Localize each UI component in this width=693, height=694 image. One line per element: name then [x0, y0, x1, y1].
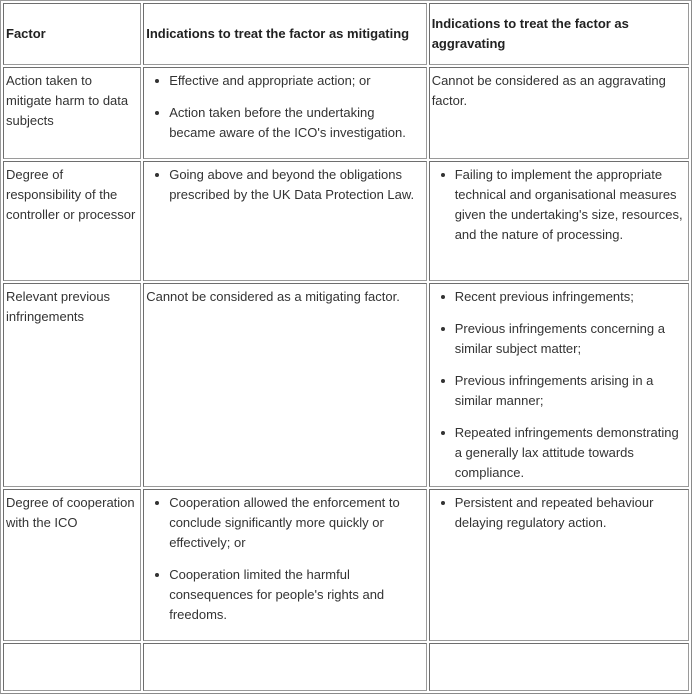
- mitigating-cell-partial: [143, 643, 426, 691]
- aggravating-cell: [429, 283, 689, 487]
- bullet-icon: [441, 379, 445, 383]
- bullet-icon: [155, 111, 159, 115]
- list-item-text: Previous infringements concerning a similar subject matter;: [454, 321, 665, 356]
- bullet-icon: [441, 295, 445, 299]
- mitigating-list: [146, 165, 423, 205]
- header-mitigating: Indications to treat the factor as mitigating: [143, 3, 426, 65]
- list-item: [455, 371, 686, 411]
- list-item: [169, 103, 423, 143]
- factor-cell: Relevant previous infringements: [3, 283, 141, 487]
- bullet-icon: [155, 79, 159, 83]
- mitigating-list: [146, 493, 423, 625]
- list-item: [455, 319, 686, 359]
- aggravating-cell: [429, 161, 689, 281]
- table-header-row: [3, 3, 689, 65]
- aggravating-cell: [429, 489, 689, 641]
- list-item: [455, 165, 686, 245]
- bullet-icon: [441, 431, 445, 435]
- factor-cell: Degree of cooperation with the ICO: [3, 489, 141, 641]
- table-row: [3, 283, 689, 487]
- factor-cell: Action taken to mitigate harm to data subjects: [3, 67, 141, 159]
- list-item: [455, 287, 686, 307]
- bullet-icon: [441, 327, 445, 331]
- bullet-icon: [441, 173, 445, 177]
- aggravating-cell-partial: [429, 643, 689, 691]
- bullet-icon: [441, 501, 445, 505]
- list-item-text: Repeated infringements demonstrating a generally lax attitude towards compliance.: [454, 425, 679, 480]
- table-row: [3, 67, 689, 159]
- factor-cell-partial: [3, 643, 141, 691]
- list-item-text: Failing to implement the appropriate technical and organisational measures given the undertaking's size, resources, and the nature of processing.: [454, 167, 683, 242]
- list-item: [455, 423, 686, 483]
- list-item: [169, 71, 423, 91]
- list-item-text: Going above and beyond the obligations prescribed by the UK Data Protection Law.: [169, 167, 415, 202]
- list-item-text: Persistent and repeated behaviour delaying regulatory action.: [454, 495, 654, 530]
- mitigating-list: [146, 71, 423, 143]
- list-item-text: Cooperation limited the harmful consequences for people's rights and freedoms.: [169, 567, 385, 622]
- list-item: [169, 493, 423, 553]
- list-item-text: Previous infringements arising in a similar manner;: [454, 373, 654, 408]
- bullet-icon: [155, 501, 159, 505]
- factor-cell: Degree of responsibility of the controller or processor: [3, 161, 141, 281]
- aggravating-list: [432, 287, 686, 483]
- table-row: [3, 161, 689, 281]
- list-item: [169, 565, 423, 625]
- list-item-text: Recent previous infringements;: [454, 289, 634, 304]
- bullet-icon: [155, 573, 159, 577]
- table-row-partial: [3, 643, 689, 691]
- list-item: [169, 165, 423, 205]
- header-aggravating: Indications to treat the factor as aggravating: [429, 3, 689, 65]
- bullet-icon: [155, 173, 159, 177]
- aggravating-list: [432, 165, 686, 245]
- list-item-text: Action taken before the undertaking became aware of the ICO's investigation.: [169, 105, 406, 140]
- mitigating-cell: [143, 67, 426, 159]
- mitigating-cell: Cannot be considered as a mitigating factor.: [143, 283, 426, 487]
- list-item: [455, 493, 686, 533]
- aggravating-cell: Cannot be considered as an aggravating factor.: [429, 67, 689, 159]
- mitigating-cell: [143, 161, 426, 281]
- list-item-text: Cooperation allowed the enforcement to conclude significantly more quickly or effectively; or: [169, 495, 400, 550]
- table-row: [3, 489, 689, 641]
- aggravating-list: [432, 493, 686, 533]
- list-item-text: Effective and appropriate action; or: [169, 73, 371, 88]
- mitigating-cell: [143, 489, 426, 641]
- header-factor: Factor: [3, 3, 141, 65]
